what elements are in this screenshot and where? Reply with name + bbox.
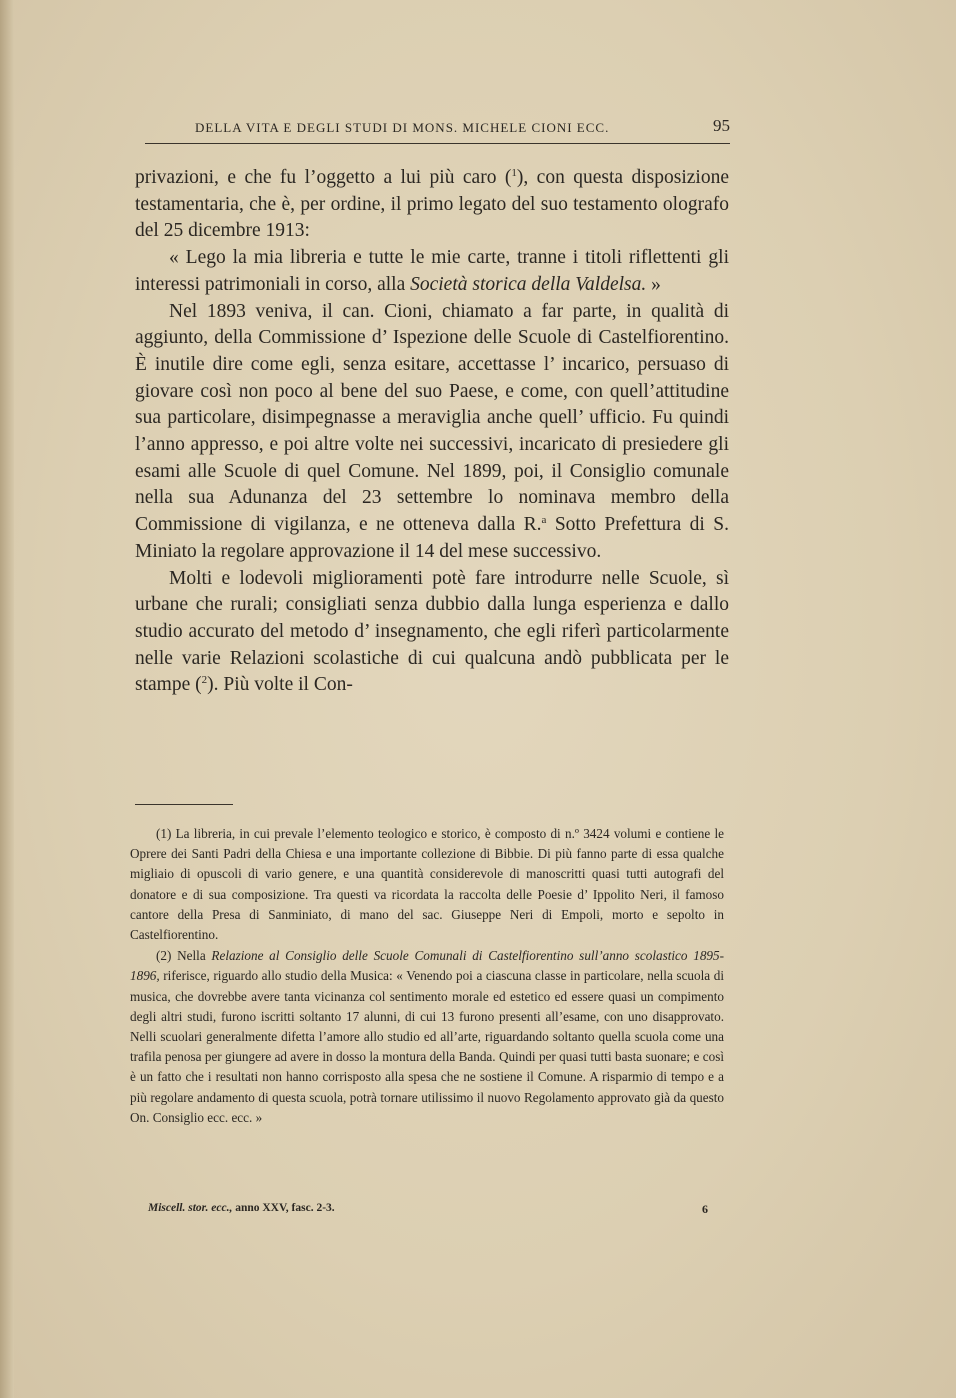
report-title: Relazione al Consiglio delle Scuole Comunali di Castelfiorentino sull’anno scolastico 1895-1896, <box>130 948 724 984</box>
page-footer <box>148 1202 708 1222</box>
paragraph-4: Molti e lodevoli miglioramenti potè fare introdurre nelle Scuole, sì urbane che rurali; consigliati senza dubbio dalla lunga esperienza e dallo studio accurato del metodo d’ insegnamento, che egli riferì particolarmente nelle varie Relazioni scolastiche di cui qualcuna andò pubblicata per le stampe ($^2$). Più volte il Con- <box>135 567 729 696</box>
journal-volume: anno XXV, fasc. 2-3. <box>232 1202 335 1214</box>
note-ref-2: 2 <box>201 674 208 687</box>
footnotes <box>130 824 724 1128</box>
paragraph-2: « Lego la mia libreria e tutte le mie carte, tranne i titoli riflettenti gli interessi patrimoniali in corso, alla Società storica della Valdelsa. » <box>135 247 729 295</box>
page-number: 95 <box>713 116 730 135</box>
signature-mark: 6 <box>702 1202 708 1216</box>
running-header <box>135 116 730 140</box>
running-title: DELLA VITA E DEGLI STUDI DI MONS. MICHELE CIONI ECC. <box>195 120 610 135</box>
journal-name: Miscell. stor. ecc., <box>148 1202 233 1214</box>
society-name: Società storica della Valdelsa. <box>410 273 647 295</box>
footnote-rule <box>135 804 233 805</box>
footnote-2: (2) Nella Relazione al Consiglio delle Scuole Comunali di Castelfiorentino sull’anno scolastico 1895-1896, riferisce, riguardo allo studio della Musica: « Venendo poi a ciascuna classe in particolare, nella scuola di musica, che dovrebbe avere tanta vicinanza col sentimento morale ed estetico ed essere quasi un compimento degli altri studi, furono iscritti soltanto 17 alunni, di cui 13 furono presenti all’esame, con uno disapprovato. Nelli scuolari generalmente difetta l’amore allo studio ed all’arte, riguardando soltanto quella scuola come una trafila penosa per giungere ad avere in dosso la montura della Banda. Quindi per quasi tutti basta suonare; e così è un fatto che i resultati non hanno corrisposto alla spesa che ne sostiene il Comune. A risparmio di tempo e a più regolare andamento di questa scuola, potrà tornare utilissimo il nuovo Regolamento approvato già da questo On. Consiglio ecc. ecc. » <box>130 948 724 1125</box>
note-ref-1: 1 <box>511 167 517 179</box>
superscript-a: a <box>541 514 547 527</box>
paragraph-3: Nel 1893 veniva, il can. Cioni, chiamato a far parte, in qualità di aggiunto, della Commissione d’ Ispezione delle Scuole di Castelfiorentino. È inutile dire come egli, senza esitare, accettasse l’ incarico, persuaso di giovare così non poco al bene del suo Paese, e come, con quell’attitudine sua particolare, disimpegnasse a meraviglia anche quell’ ufficio. Fu quindi l’anno appresso, e poi altre volte nei successivi, incaricato di presiedere gli esami alle Scuole di quel Comune. Nel 1899, poi, il Consiglio comunale nella sua Adunanza del 23 settembre lo nominava membro della Commissione di vigilanza, e ne otteneva dalla R.$^a$ Sotto Prefettura di S. Miniato la regolare approvazione il 14 del mese successivo. <box>135 300 729 562</box>
paragraph-1: privazioni, e che fu l’oggetto a lui più caro ($^1$), con questa disposizione testamentaria, che è, per ordine, il primo legato del suo testamento olografo del 25 dicembre 1913: <box>135 167 729 242</box>
page-binding-edge <box>0 0 14 1398</box>
header-rule <box>145 143 730 144</box>
main-text <box>135 165 729 699</box>
footnote-1: (1) La libreria, in cui prevale l’elemento teologico e storico, è composto di n.º 3424 volumi e contiene le Oprere dei Santi Padri della Chiesa e una importante collezione di Bibbie. Di più fanno parte di essa qualche migliaio di opuscoli di vario genere, e una quantità considerevole di manoscritti quasi tutti autografi del donatore e di sua composizione. Tra questi va ricordata la raccolta delle Poesie d’ Ippolito Neri, il famoso cantore della Presa di Sanminiato, di mano del sac. Giuseppe Neri di Empoli, morto e sepolto in Castelfiorentino. <box>130 826 724 943</box>
